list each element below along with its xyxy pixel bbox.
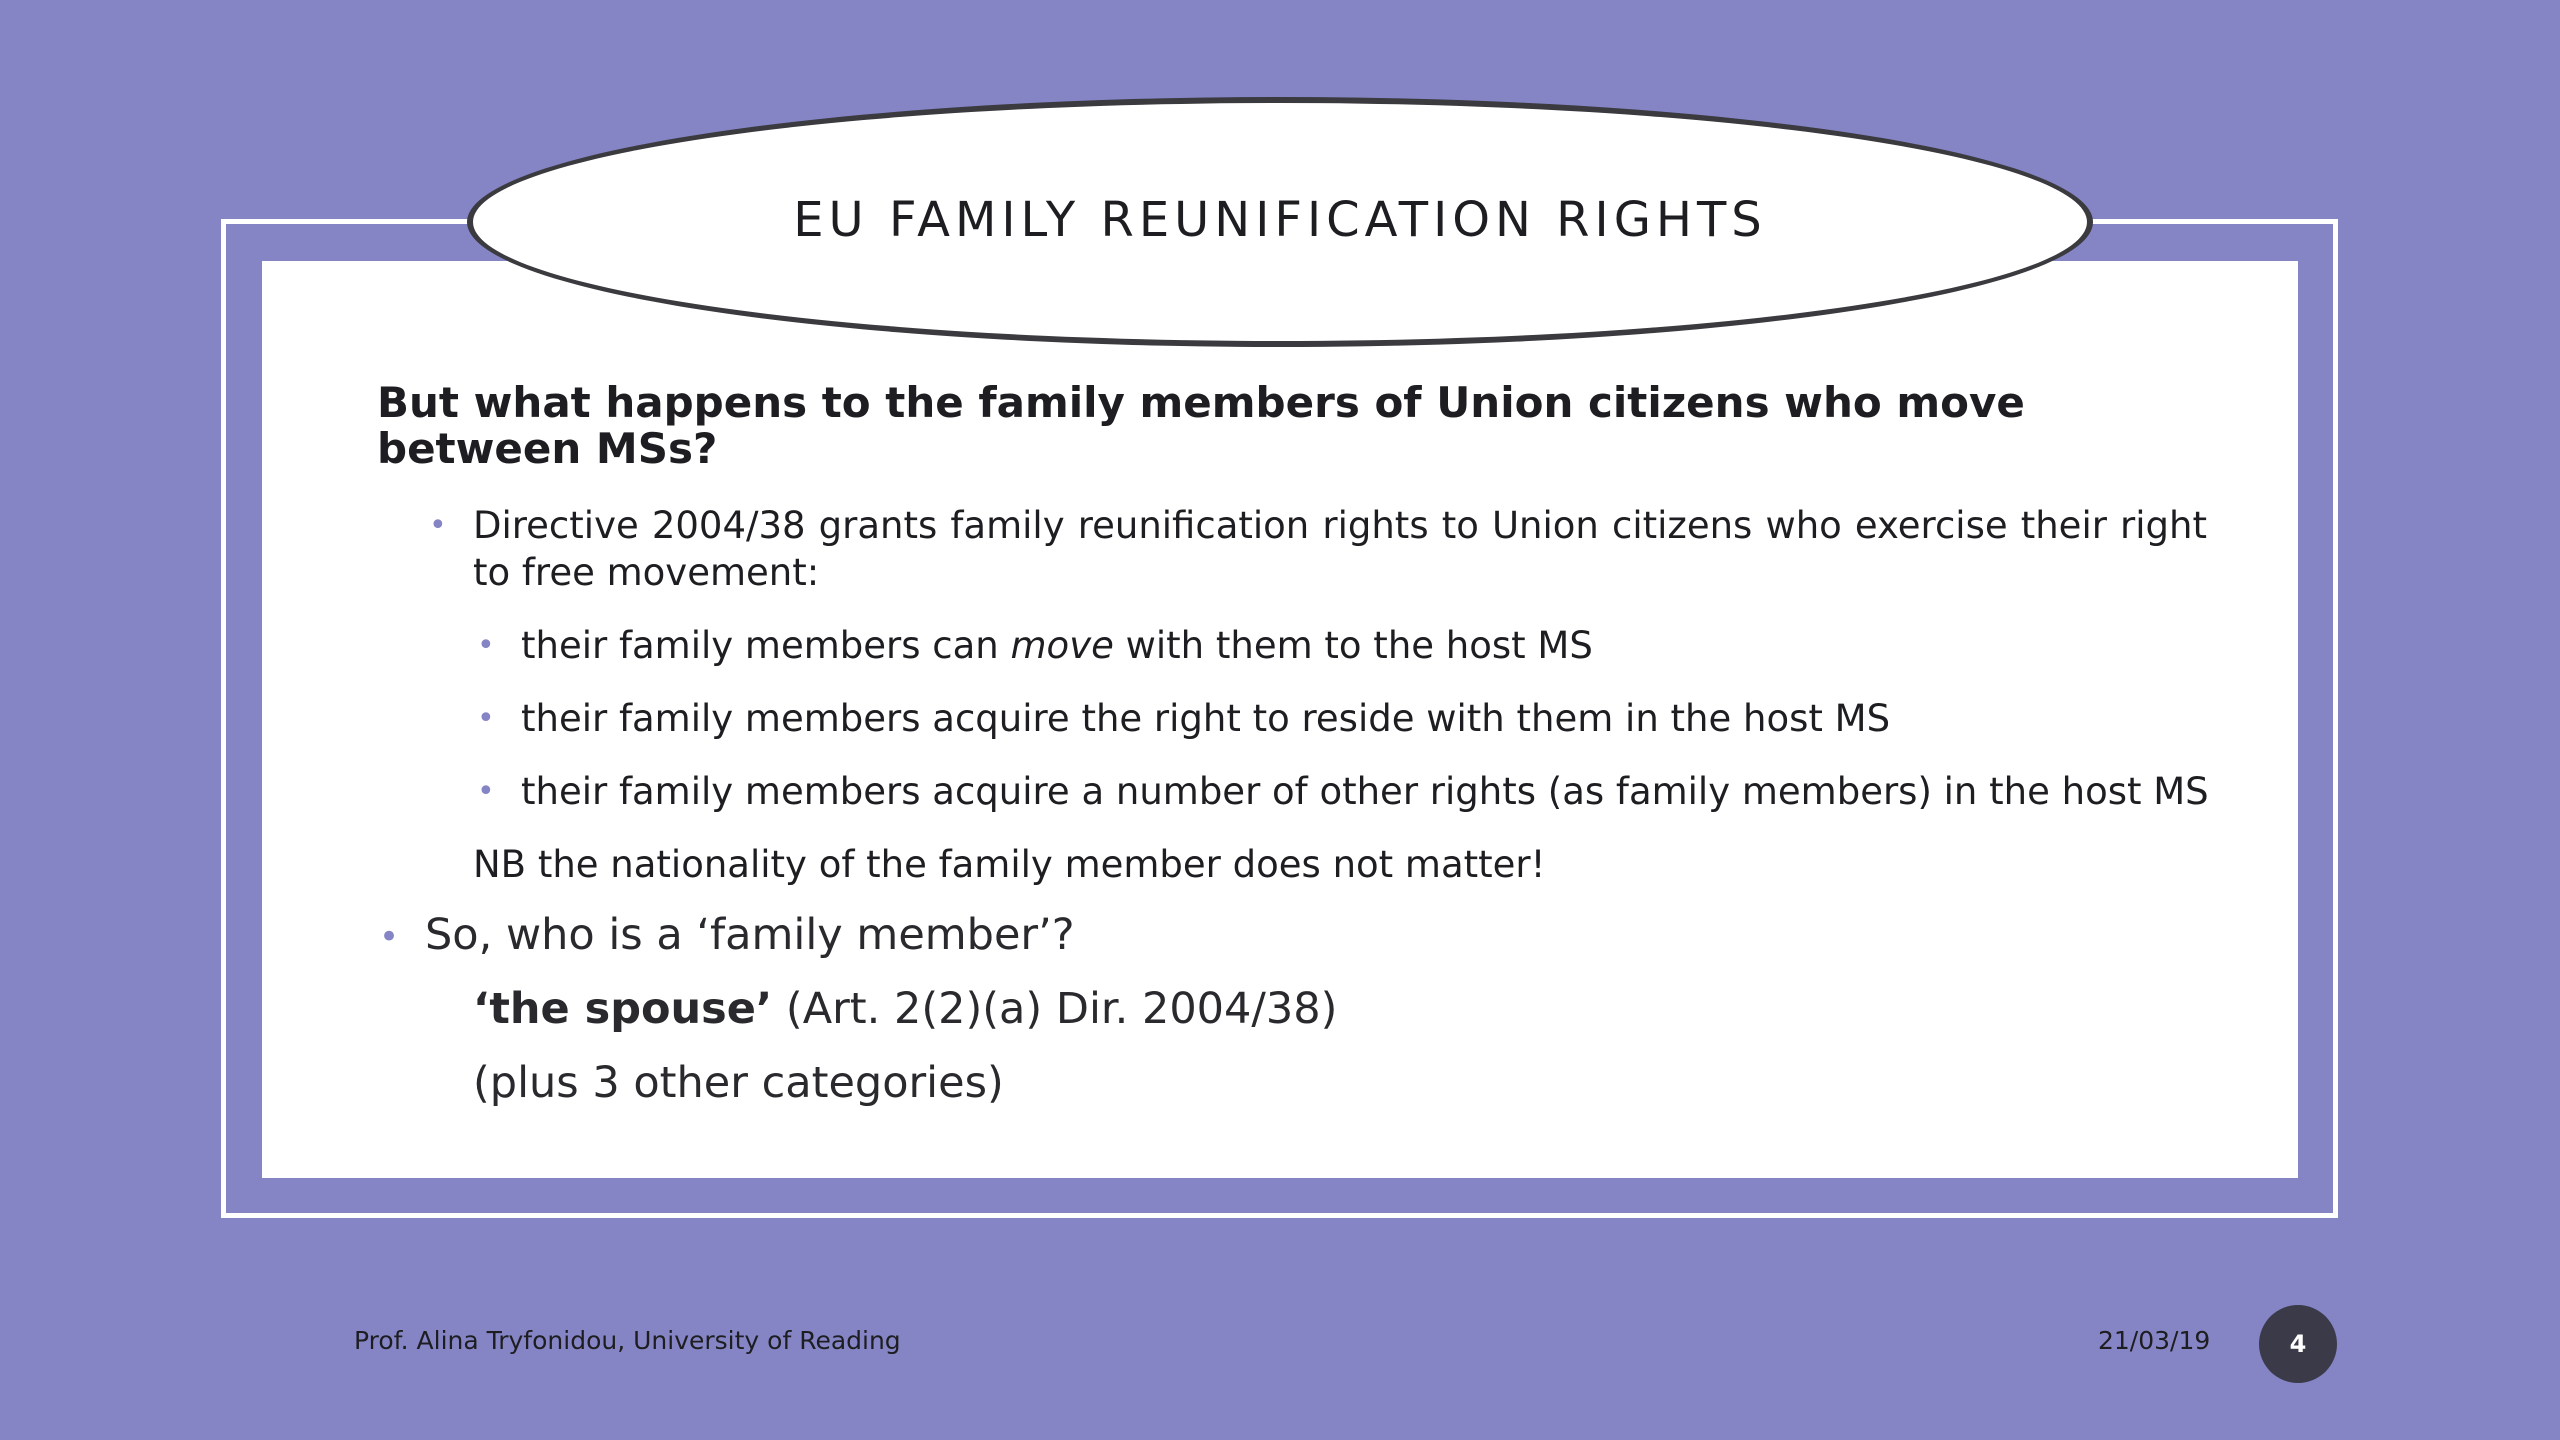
sub-bullet-reside [477, 695, 2207, 742]
footer-date: 21/03/19 [2098, 1326, 2211, 1355]
page-number-badge [2259, 1305, 2337, 1383]
sub-bullet-other-rights [477, 768, 2209, 815]
slide-body [377, 380, 2207, 1130]
bullet-question [379, 908, 2207, 962]
bullet-dot-icon: • [477, 774, 495, 809]
other-categories: (plus 3 other categories) [473, 1058, 1004, 1108]
spouse-reference: (Art. 2(2)(a) Dir. 2004/38) [772, 984, 1338, 1034]
slide-heading: But what happens to the family members of Union citizens who move between MSs? [377, 378, 2025, 473]
move-text-emphasis: move [1010, 624, 1114, 667]
page-number: 4 [2289, 1330, 2307, 1358]
spouse-line [473, 982, 2207, 1036]
spouse-bold: ‘the spouse’ [473, 984, 773, 1034]
bullet-directive [429, 502, 2207, 596]
question-text: So, who is a ‘family member’? [425, 910, 1075, 960]
slide-title: EU FAMILY REUNIFICATION RIGHTS [793, 192, 1767, 248]
footer-author: Prof. Alina Tryfonidou, University of Reading [354, 1326, 901, 1355]
other-rights-text: their family members acquire a number of other rights (as family members) in the host MS [521, 770, 2209, 813]
bullet-dot-icon: • [477, 701, 495, 736]
bullet-dot-icon: • [379, 917, 400, 957]
move-text-post: with them to the host MS [1113, 624, 1593, 667]
directive-text: Directive 2004/38 grants family reunification rights to Union citizens who exercise their right to free movement: [473, 504, 2207, 594]
bullet-dot-icon: • [429, 508, 447, 543]
title-ellipse [467, 97, 2093, 347]
bullet-dot-icon: • [477, 628, 495, 663]
move-text-pre: their family members can [521, 624, 1011, 667]
nb-note: NB the nationality of the family member does not matter! [473, 843, 1546, 886]
sub-bullet-move [477, 622, 2207, 669]
reside-text: their family members acquire the right to reside with them in the host MS [521, 697, 1891, 740]
